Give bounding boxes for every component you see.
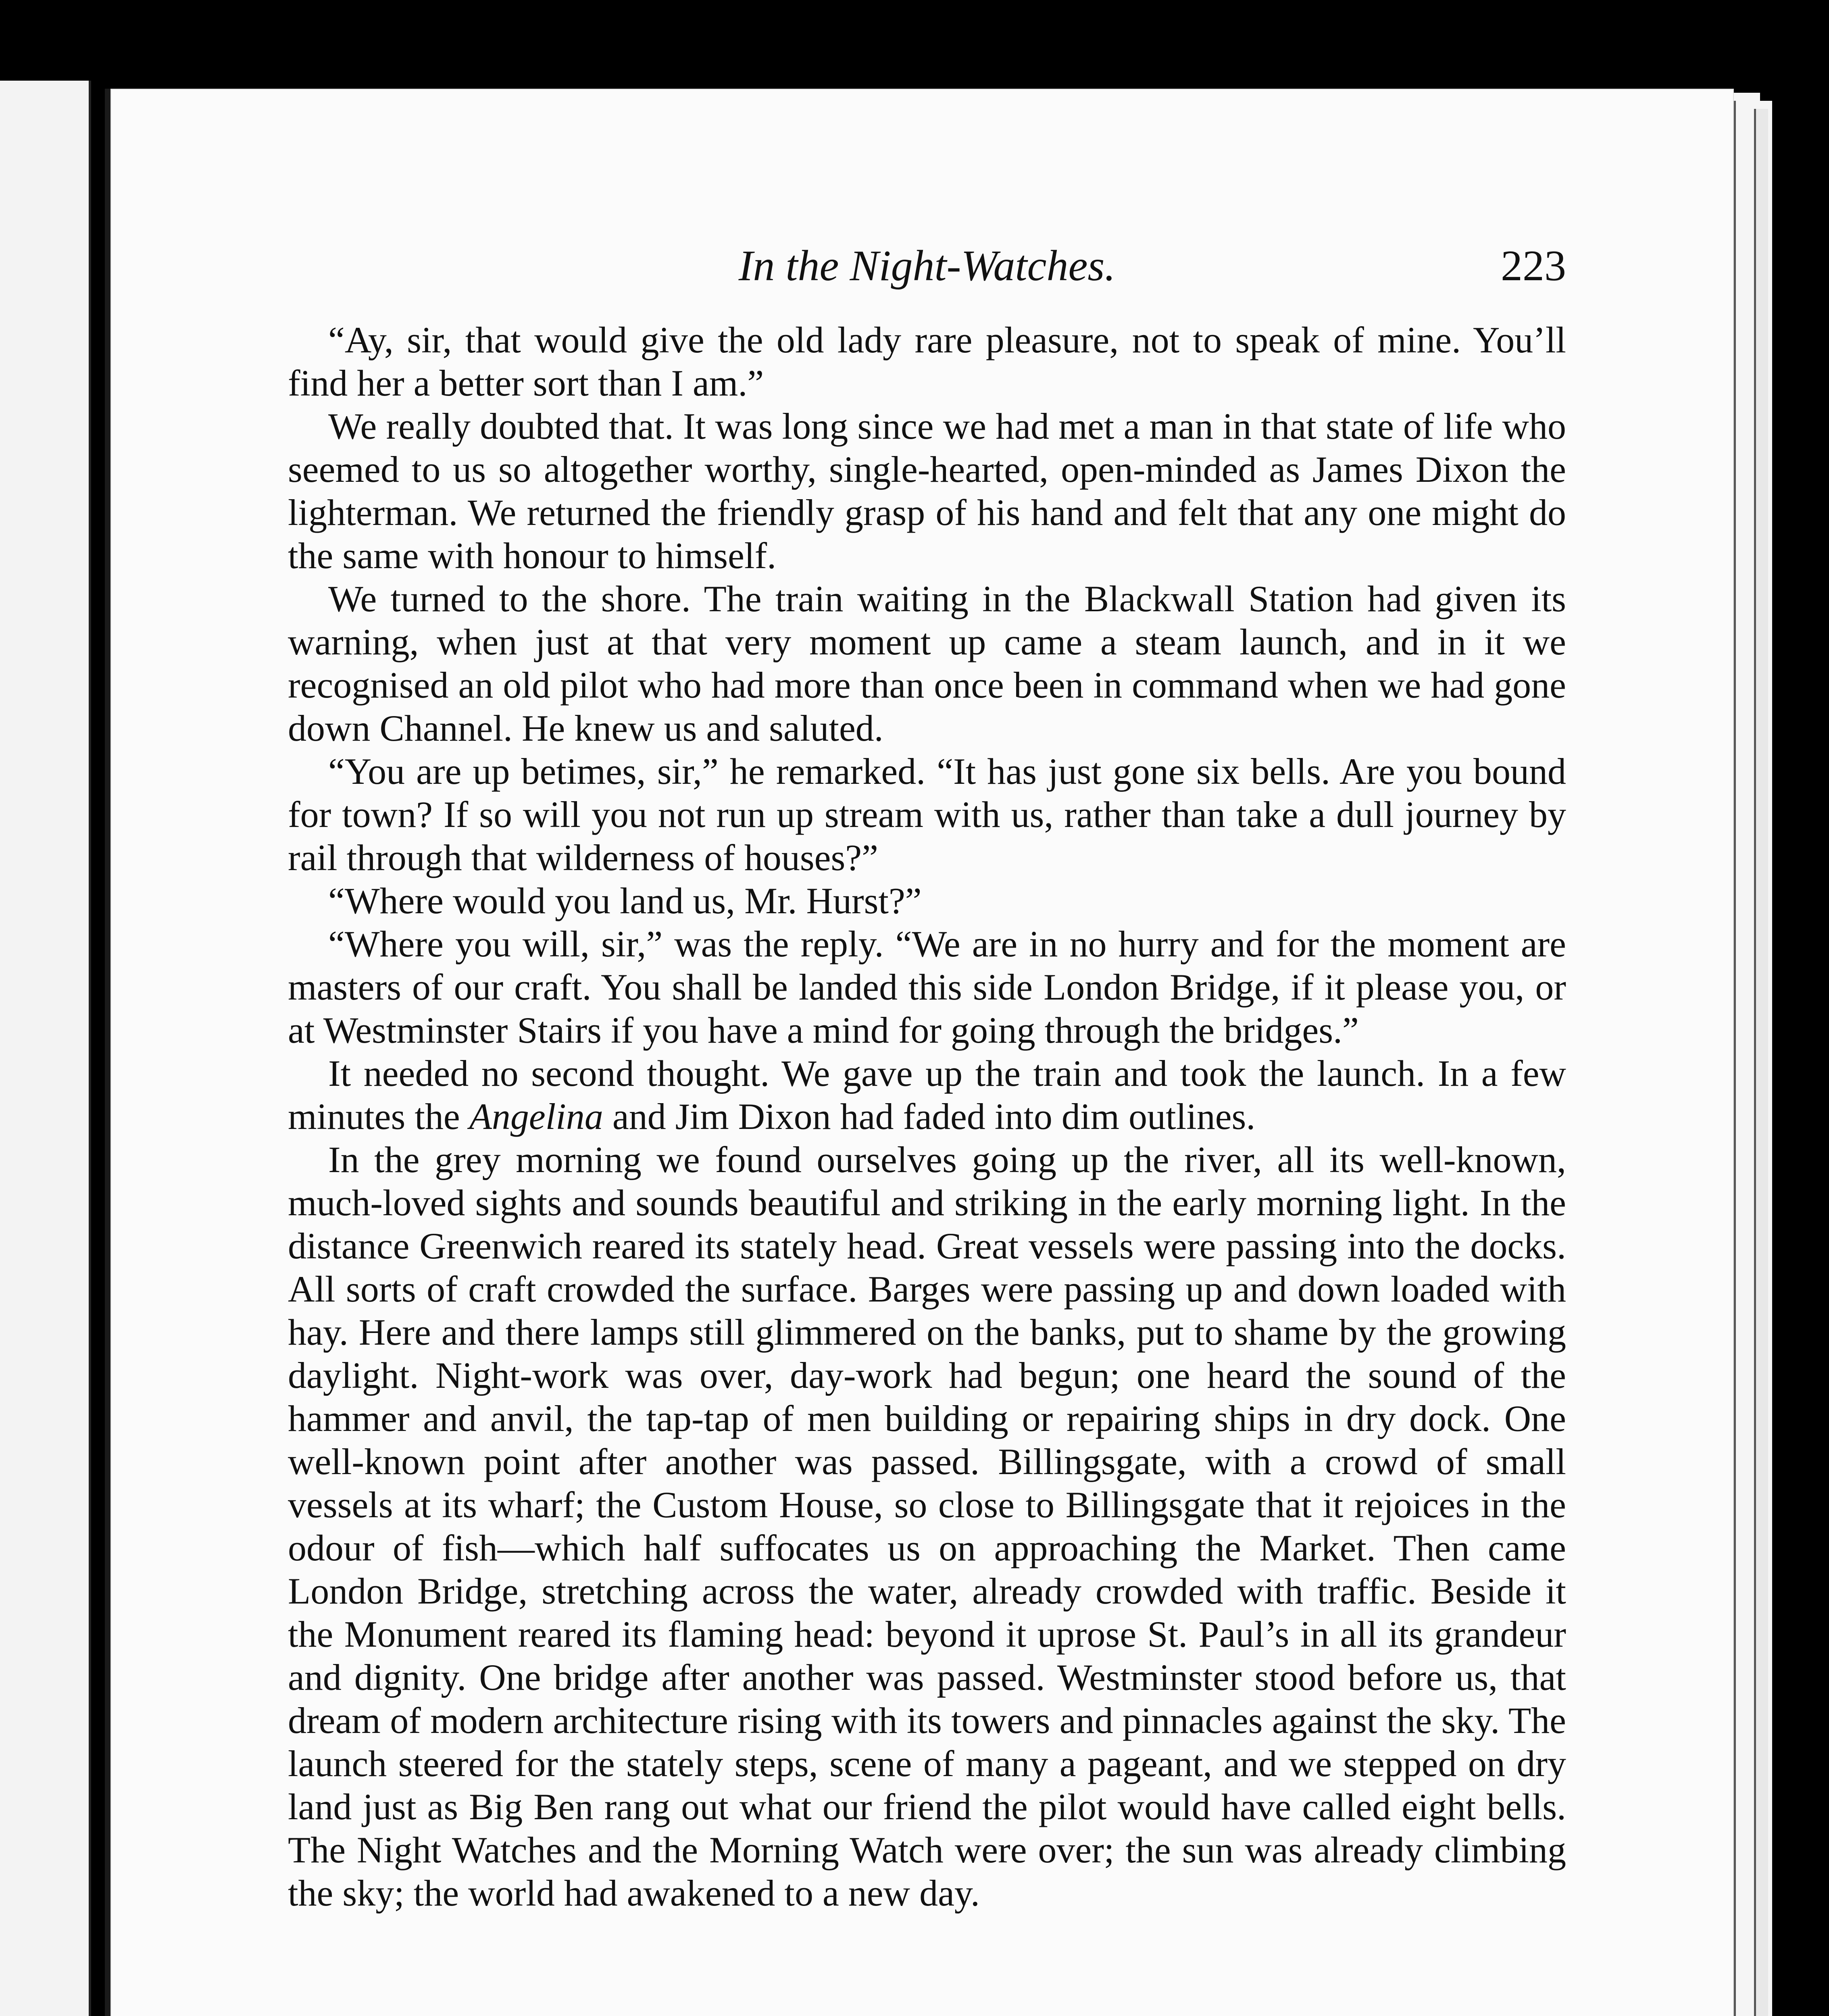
paragraph: “Ay, sir, that would give the old lady rare pleasure, not to speak of mine. You’ll find her a better sort than I am.” (288, 319, 1566, 404)
ship-name: Angelina (469, 1096, 603, 1137)
paragraph: We turned to the shore. The train waiting in the Blackwall Station had given its warning, when just at that very moment up came a steam launch, and in it we recognised an old pilot who had more than once been in command when we had gone down Channel. He knew us and saluted. (288, 578, 1566, 749)
paragraph: We really doubted that. It was long since we had met a man in that state of life who seemed to us so altogether worthy, single-hearted, open-minded as James Dixon the lighterman. We returned the friendly grasp of his hand and felt that any one might do the same with honour to himself. (288, 406, 1566, 576)
page-number: 223 (1501, 242, 1566, 290)
page-edge (1754, 109, 1768, 2016)
facing-page-edge (0, 81, 91, 2016)
paragraph-text: and Jim Dixon had faded into dim outlines. (603, 1096, 1256, 1137)
paragraph (288, 1052, 1566, 1138)
paragraph-text: It needed no second thought. We gave up the train and took the launch. In a few minutes the (288, 1053, 1566, 1137)
running-head (288, 234, 1566, 298)
body-text (288, 319, 1566, 1915)
book-page (105, 89, 1734, 2016)
paragraph: “Where would you land us, Mr. Hurst?” (328, 880, 922, 921)
running-title: In the Night-Watches. (738, 242, 1116, 290)
paragraph: “Where you will, sir,” was the reply. “We are in no hurry and for the moment are masters of our craft. You shall be landed this side London Bridge, if it please you, or at Westminster Stairs if you have a mind for going through the bridges.” (288, 923, 1566, 1051)
paragraph: “You are up betimes, sir,” he remarked. “It has just gone six bells. Are you bound for town? If so will you not run up stream with us, rather than take a dull journey by rail through that wilderness of houses?” (288, 751, 1566, 878)
paragraph: In the grey morning we found ourselves going up the river, all its well-known, much-loved sights and sounds beautiful and striking in the early morning light. In the distance Greenwich reared its stately head. Great vessels were passing into the docks. All sorts of craft crowded the surface. Barges were passing up and down loaded with hay. Here and there lamps still glimmered on the banks, put to shame by the growing daylight. Night-work was over, day-work had begun; one heard the sound of the hammer and anvil, the tap-tap of men building or repairing ships in dry dock. One well-known point after another was passed. Billingsgate, with a crowd of small vessels at its wharf; the Custom House, so close to Billingsgate that it rejoices in the odour of fish—which half suffocates us on approaching the Market. Then came London Bridge, stretching across the water, already crowded with traffic. Beside it the Monument reared its flaming head: beyond it uprose St. Paul’s in all its grandeur and dignity. One bridge after another was passed. Westminster stood before us, that dream of modern architecture rising with its towers and pinnacles against the sky. The launch steered for the stately steps, scene of many a pageant, and we stepped on dry land just as Big Ben rang out what our friend the pilot would have called eight bells. The Night Watches and the Morning Watch were over; the sun was already climbing the sky; the world had awakened to a new day. (288, 1139, 1566, 1914)
